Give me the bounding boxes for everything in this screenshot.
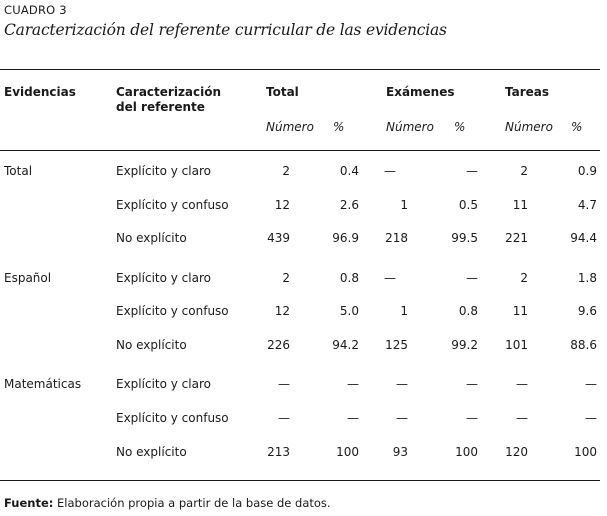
cell-examenes-percent: — (466, 164, 478, 178)
cell-tareas-percent: 100 (574, 445, 597, 459)
subheader-total-percent: % (333, 120, 345, 134)
cell-tareas-numero: — (516, 411, 528, 425)
header-examenes: Exámenes (386, 85, 455, 99)
footer-label: Fuente: (4, 496, 54, 510)
cell-tareas-percent: — (585, 377, 597, 391)
table-label: CUADRO 3 (4, 3, 67, 17)
row-referente: Explícito y confuso (116, 304, 229, 318)
cell-examenes-percent: 0.5 (458, 198, 478, 212)
group-name: Total (4, 164, 33, 178)
cell-tareas-percent: 9.6 (577, 304, 597, 318)
header-evidencias: Evidencias (4, 85, 76, 99)
row-referente: Explícito y confuso (116, 411, 229, 425)
cell-total-numero: 12 (274, 304, 290, 318)
cell-tareas-numero: 11 (512, 304, 528, 318)
row-referente: Explícito y claro (116, 271, 211, 285)
cell-total-percent: 94.2 (332, 338, 359, 352)
cell-total-percent: 0.4 (339, 164, 359, 178)
cell-examenes-numero: — (396, 411, 408, 425)
row-referente: No explícito (116, 445, 187, 459)
subheader-examenes-numero: Número (386, 120, 434, 134)
cell-examenes-numero: — (396, 377, 408, 391)
cell-tareas-numero: 101 (505, 338, 528, 352)
subheader-tareas-percent: % (571, 120, 583, 134)
cell-examenes-percent: — (466, 377, 478, 391)
cell-total-numero: 439 (267, 231, 290, 245)
cell-total-numero: 213 (267, 445, 290, 459)
header-rule (0, 150, 600, 151)
header-caracterizacion (116, 85, 221, 115)
group-name: Español (4, 271, 52, 285)
cell-total-percent: 100 (336, 445, 359, 459)
cell-tareas-numero: 2 (520, 271, 528, 285)
cell-total-percent: — (347, 411, 359, 425)
cell-examenes-numero: — (384, 271, 396, 285)
row-referente: Explícito y claro (116, 164, 211, 178)
subheader-total-numero: Número (266, 120, 314, 134)
cell-tareas-percent: 4.7 (577, 198, 597, 212)
cell-total-percent: 5.0 (339, 304, 359, 318)
cell-tareas-numero: 2 (520, 164, 528, 178)
cell-total-percent: 0.8 (339, 271, 359, 285)
cell-total-numero: 2 (282, 164, 290, 178)
cell-examenes-numero: 93 (392, 445, 408, 459)
cell-total-percent: — (347, 377, 359, 391)
cell-tareas-percent: 88.6 (570, 338, 597, 352)
cell-total-numero: 226 (267, 338, 290, 352)
subheader-examenes-percent: % (454, 120, 466, 134)
table-title: Caracterización del referente curricular de las evidencias (4, 21, 447, 39)
header-caracterizacion-line2: del referente (116, 100, 205, 114)
footer-text: Elaboración propia a partir de la base de datos. (53, 496, 331, 510)
row-referente: Explícito y confuso (116, 198, 229, 212)
cell-total-percent: 96.9 (332, 231, 359, 245)
row-referente: No explícito (116, 231, 187, 245)
cell-tareas-percent: 94.4 (570, 231, 597, 245)
cell-total-numero: — (278, 411, 290, 425)
cell-examenes-percent: — (466, 411, 478, 425)
cell-total-percent: 2.6 (339, 198, 359, 212)
top-rule (0, 69, 600, 70)
cell-total-numero: — (278, 377, 290, 391)
cell-total-numero: 2 (282, 271, 290, 285)
row-referente: No explícito (116, 338, 187, 352)
bottom-rule (0, 480, 600, 481)
subheader-tareas-numero: Número (505, 120, 553, 134)
cell-examenes-numero: — (384, 164, 396, 178)
cell-tareas-numero: — (516, 377, 528, 391)
header-total: Total (266, 85, 299, 99)
cell-tareas-percent: — (585, 411, 597, 425)
cell-examenes-percent: 100 (455, 445, 478, 459)
group-name: Matemáticas (4, 377, 82, 391)
cell-tareas-numero: 221 (505, 231, 528, 245)
row-referente: Explícito y claro (116, 377, 211, 391)
cell-tareas-percent: 0.9 (577, 164, 597, 178)
cell-total-numero: 12 (274, 198, 290, 212)
cell-examenes-percent: — (466, 271, 478, 285)
cell-examenes-numero: 1 (400, 198, 408, 212)
cell-examenes-percent: 99.2 (451, 338, 478, 352)
cell-tareas-numero: 120 (505, 445, 528, 459)
cell-tareas-percent: 1.8 (577, 271, 597, 285)
cell-tareas-numero: 11 (512, 198, 528, 212)
cell-examenes-numero: 1 (400, 304, 408, 318)
cell-examenes-numero: 218 (385, 231, 408, 245)
header-tareas: Tareas (505, 85, 550, 99)
cell-examenes-percent: 99.5 (451, 231, 478, 245)
header-caracterizacion-line1: Caracterización (116, 85, 222, 99)
footer-source (4, 496, 331, 510)
cell-examenes-percent: 0.8 (458, 304, 478, 318)
cell-examenes-numero: 125 (385, 338, 408, 352)
